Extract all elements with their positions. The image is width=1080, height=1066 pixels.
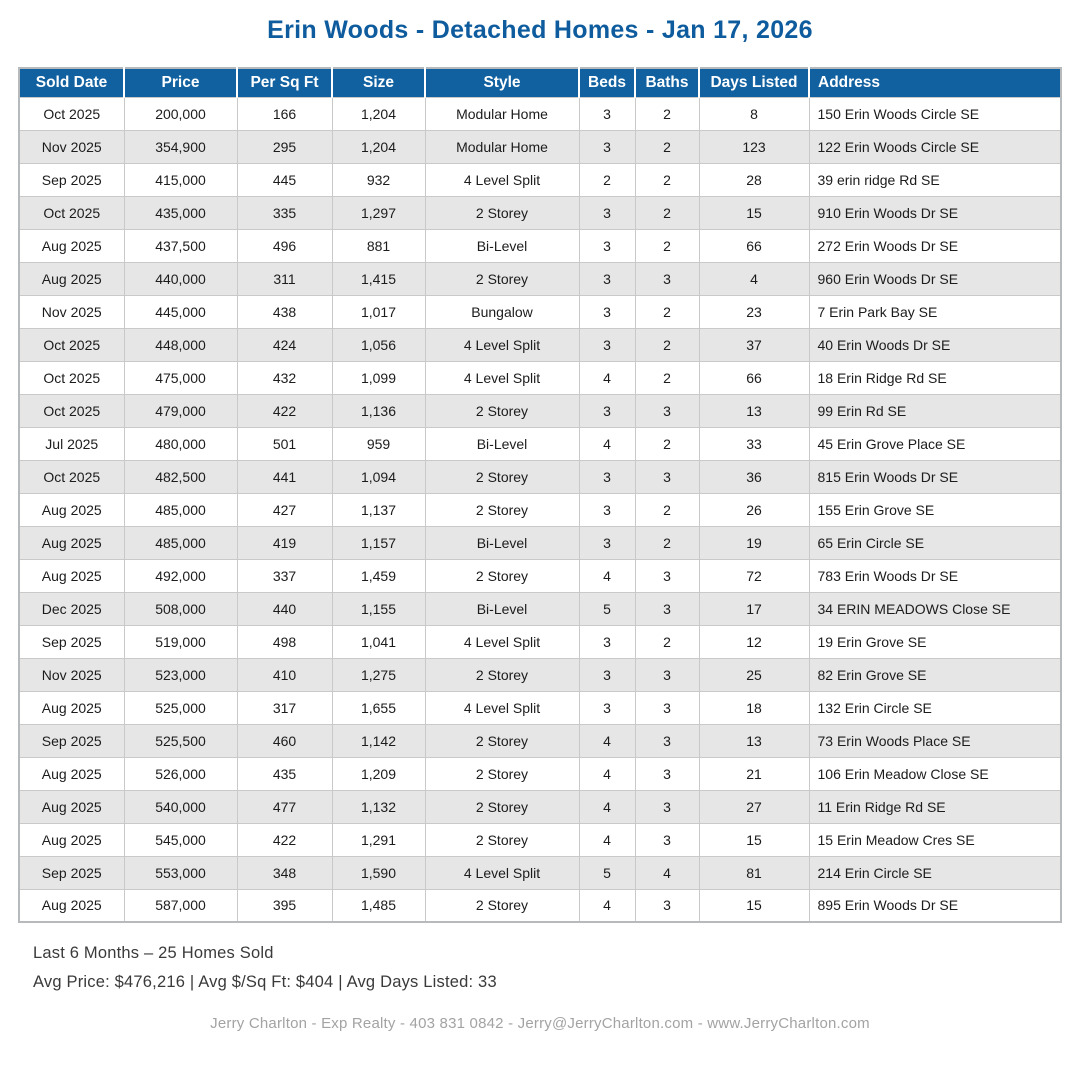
cell-baths: 3 <box>635 559 699 592</box>
cell-sold_date: Aug 2025 <box>19 691 124 724</box>
cell-per_sq_ft: 395 <box>237 889 332 922</box>
cell-address: 34 ERIN MEADOWS Close SE <box>809 592 1061 625</box>
cell-price: 525,500 <box>124 724 237 757</box>
table-row <box>19 790 1061 823</box>
cell-beds: 3 <box>579 460 635 493</box>
cell-address: 7 Erin Park Bay SE <box>809 295 1061 328</box>
table-row <box>19 229 1061 262</box>
table-row <box>19 823 1061 856</box>
cell-style: 2 Storey <box>425 460 579 493</box>
cell-address: 214 Erin Circle SE <box>809 856 1061 889</box>
cell-price: 415,000 <box>124 163 237 196</box>
cell-days_listed: 13 <box>699 394 809 427</box>
cell-sold_date: Aug 2025 <box>19 493 124 526</box>
cell-size: 1,297 <box>332 196 425 229</box>
cell-per_sq_ft: 438 <box>237 295 332 328</box>
cell-baths: 3 <box>635 790 699 823</box>
cell-price: 435,000 <box>124 196 237 229</box>
cell-sold_date: Aug 2025 <box>19 790 124 823</box>
cell-baths: 3 <box>635 724 699 757</box>
cell-per_sq_ft: 317 <box>237 691 332 724</box>
header-cell-beds: Beds <box>579 68 635 97</box>
cell-size: 959 <box>332 427 425 460</box>
cell-baths: 3 <box>635 394 699 427</box>
cell-days_listed: 17 <box>699 592 809 625</box>
cell-baths: 3 <box>635 691 699 724</box>
cell-address: 783 Erin Woods Dr SE <box>809 559 1061 592</box>
cell-baths: 2 <box>635 229 699 262</box>
cell-size: 1,485 <box>332 889 425 922</box>
cell-beds: 4 <box>579 757 635 790</box>
table-row <box>19 526 1061 559</box>
cell-beds: 5 <box>579 856 635 889</box>
cell-baths: 2 <box>635 361 699 394</box>
cell-days_listed: 23 <box>699 295 809 328</box>
cell-baths: 2 <box>635 526 699 559</box>
cell-address: 106 Erin Meadow Close SE <box>809 757 1061 790</box>
table-row <box>19 625 1061 658</box>
cell-address: 18 Erin Ridge Rd SE <box>809 361 1061 394</box>
cell-baths: 3 <box>635 262 699 295</box>
cell-size: 1,157 <box>332 526 425 559</box>
cell-sold_date: Aug 2025 <box>19 559 124 592</box>
cell-beds: 3 <box>579 262 635 295</box>
cell-sold_date: Jul 2025 <box>19 427 124 460</box>
cell-address: 272 Erin Woods Dr SE <box>809 229 1061 262</box>
table-row <box>19 361 1061 394</box>
cell-size: 1,056 <box>332 328 425 361</box>
cell-beds: 4 <box>579 361 635 394</box>
cell-days_listed: 15 <box>699 889 809 922</box>
cell-per_sq_ft: 432 <box>237 361 332 394</box>
cell-days_listed: 37 <box>699 328 809 361</box>
cell-days_listed: 36 <box>699 460 809 493</box>
cell-style: 2 Storey <box>425 559 579 592</box>
cell-per_sq_ft: 501 <box>237 427 332 460</box>
cell-address: 895 Erin Woods Dr SE <box>809 889 1061 922</box>
cell-per_sq_ft: 410 <box>237 658 332 691</box>
cell-beds: 4 <box>579 889 635 922</box>
cell-sold_date: Aug 2025 <box>19 889 124 922</box>
cell-per_sq_ft: 498 <box>237 625 332 658</box>
listings-table-container <box>18 67 1062 923</box>
cell-beds: 4 <box>579 790 635 823</box>
cell-beds: 4 <box>579 724 635 757</box>
cell-sold_date: Aug 2025 <box>19 823 124 856</box>
cell-per_sq_ft: 460 <box>237 724 332 757</box>
cell-baths: 2 <box>635 97 699 130</box>
cell-price: 437,500 <box>124 229 237 262</box>
table-row <box>19 889 1061 922</box>
cell-baths: 2 <box>635 130 699 163</box>
cell-sold_date: Sep 2025 <box>19 163 124 196</box>
cell-days_listed: 15 <box>699 823 809 856</box>
cell-price: 475,000 <box>124 361 237 394</box>
cell-beds: 3 <box>579 196 635 229</box>
cell-beds: 3 <box>579 658 635 691</box>
cell-baths: 2 <box>635 295 699 328</box>
cell-per_sq_ft: 419 <box>237 526 332 559</box>
cell-size: 932 <box>332 163 425 196</box>
cell-style: Bungalow <box>425 295 579 328</box>
table-row <box>19 592 1061 625</box>
cell-address: 132 Erin Circle SE <box>809 691 1061 724</box>
cell-address: 40 Erin Woods Dr SE <box>809 328 1061 361</box>
cell-address: 82 Erin Grove SE <box>809 658 1061 691</box>
cell-address: 45 Erin Grove Place SE <box>809 427 1061 460</box>
cell-per_sq_ft: 440 <box>237 592 332 625</box>
cell-days_listed: 19 <box>699 526 809 559</box>
cell-baths: 2 <box>635 427 699 460</box>
header-cell-address: Address <box>809 68 1061 97</box>
cell-style: 4 Level Split <box>425 856 579 889</box>
cell-baths: 2 <box>635 328 699 361</box>
cell-per_sq_ft: 477 <box>237 790 332 823</box>
cell-days_listed: 12 <box>699 625 809 658</box>
table-row <box>19 493 1061 526</box>
cell-style: 2 Storey <box>425 262 579 295</box>
cell-baths: 2 <box>635 493 699 526</box>
cell-address: 99 Erin Rd SE <box>809 394 1061 427</box>
table-row <box>19 559 1061 592</box>
cell-style: 4 Level Split <box>425 361 579 394</box>
cell-per_sq_ft: 295 <box>237 130 332 163</box>
cell-days_listed: 25 <box>699 658 809 691</box>
cell-size: 1,136 <box>332 394 425 427</box>
cell-beds: 3 <box>579 295 635 328</box>
cell-per_sq_ft: 435 <box>237 757 332 790</box>
cell-size: 881 <box>332 229 425 262</box>
cell-baths: 3 <box>635 889 699 922</box>
cell-price: 354,900 <box>124 130 237 163</box>
table-row <box>19 856 1061 889</box>
cell-address: 910 Erin Woods Dr SE <box>809 196 1061 229</box>
cell-size: 1,275 <box>332 658 425 691</box>
cell-size: 1,204 <box>332 97 425 130</box>
cell-per_sq_ft: 427 <box>237 493 332 526</box>
cell-price: 448,000 <box>124 328 237 361</box>
cell-days_listed: 15 <box>699 196 809 229</box>
cell-days_listed: 72 <box>699 559 809 592</box>
cell-baths: 3 <box>635 757 699 790</box>
cell-address: 73 Erin Woods Place SE <box>809 724 1061 757</box>
cell-per_sq_ft: 441 <box>237 460 332 493</box>
cell-size: 1,094 <box>332 460 425 493</box>
cell-price: 482,500 <box>124 460 237 493</box>
cell-days_listed: 27 <box>699 790 809 823</box>
cell-days_listed: 123 <box>699 130 809 163</box>
cell-address: 150 Erin Woods Circle SE <box>809 97 1061 130</box>
table-row <box>19 658 1061 691</box>
cell-beds: 3 <box>579 493 635 526</box>
cell-price: 485,000 <box>124 526 237 559</box>
cell-per_sq_ft: 424 <box>237 328 332 361</box>
cell-address: 39 erin ridge Rd SE <box>809 163 1061 196</box>
cell-days_listed: 13 <box>699 724 809 757</box>
cell-address: 155 Erin Grove SE <box>809 493 1061 526</box>
table-row <box>19 295 1061 328</box>
table-row <box>19 328 1061 361</box>
header-cell-price: Price <box>124 68 237 97</box>
cell-days_listed: 66 <box>699 361 809 394</box>
cell-price: 480,000 <box>124 427 237 460</box>
summary-sold-count: Last 6 Months – 25 Homes Sold <box>33 944 274 962</box>
page-title: Erin Woods - Detached Homes - Jan 17, 2026 <box>267 16 813 44</box>
cell-address: 11 Erin Ridge Rd SE <box>809 790 1061 823</box>
cell-per_sq_ft: 422 <box>237 394 332 427</box>
cell-sold_date: Oct 2025 <box>19 460 124 493</box>
cell-sold_date: Aug 2025 <box>19 526 124 559</box>
cell-style: 2 Storey <box>425 823 579 856</box>
table-row <box>19 724 1061 757</box>
cell-baths: 2 <box>635 625 699 658</box>
cell-sold_date: Oct 2025 <box>19 394 124 427</box>
cell-per_sq_ft: 337 <box>237 559 332 592</box>
cell-days_listed: 4 <box>699 262 809 295</box>
listings-table <box>18 67 1062 923</box>
table-head <box>19 68 1061 97</box>
cell-sold_date: Oct 2025 <box>19 328 124 361</box>
cell-address: 19 Erin Grove SE <box>809 625 1061 658</box>
cell-size: 1,132 <box>332 790 425 823</box>
cell-beds: 4 <box>579 427 635 460</box>
cell-beds: 3 <box>579 394 635 427</box>
cell-sold_date: Oct 2025 <box>19 196 124 229</box>
cell-size: 1,017 <box>332 295 425 328</box>
summary-block <box>33 939 1080 997</box>
table-row <box>19 262 1061 295</box>
cell-style: 4 Level Split <box>425 691 579 724</box>
cell-style: 2 Storey <box>425 658 579 691</box>
cell-beds: 3 <box>579 229 635 262</box>
table-row <box>19 97 1061 130</box>
cell-days_listed: 8 <box>699 97 809 130</box>
cell-size: 1,142 <box>332 724 425 757</box>
cell-per_sq_ft: 311 <box>237 262 332 295</box>
cell-price: 525,000 <box>124 691 237 724</box>
cell-days_listed: 18 <box>699 691 809 724</box>
cell-sold_date: Oct 2025 <box>19 361 124 394</box>
cell-days_listed: 21 <box>699 757 809 790</box>
cell-baths: 3 <box>635 658 699 691</box>
cell-per_sq_ft: 348 <box>237 856 332 889</box>
header-cell-days_listed: Days Listed <box>699 68 809 97</box>
footer-contact: Jerry Charlton - Exp Realty - 403 831 0842 - Jerry@JerryCharlton.com - www.JerryCharlton.com <box>210 1015 870 1032</box>
cell-sold_date: Aug 2025 <box>19 229 124 262</box>
cell-baths: 2 <box>635 163 699 196</box>
cell-per_sq_ft: 422 <box>237 823 332 856</box>
cell-size: 1,415 <box>332 262 425 295</box>
cell-address: 15 Erin Meadow Cres SE <box>809 823 1061 856</box>
cell-beds: 3 <box>579 328 635 361</box>
cell-price: 492,000 <box>124 559 237 592</box>
cell-beds: 5 <box>579 592 635 625</box>
cell-size: 1,204 <box>332 130 425 163</box>
cell-sold_date: Aug 2025 <box>19 262 124 295</box>
cell-price: 540,000 <box>124 790 237 823</box>
cell-days_listed: 33 <box>699 427 809 460</box>
cell-style: 4 Level Split <box>425 625 579 658</box>
cell-sold_date: Nov 2025 <box>19 295 124 328</box>
cell-price: 440,000 <box>124 262 237 295</box>
cell-address: 122 Erin Woods Circle SE <box>809 130 1061 163</box>
cell-size: 1,099 <box>332 361 425 394</box>
cell-sold_date: Nov 2025 <box>19 130 124 163</box>
table-row <box>19 757 1061 790</box>
cell-style: Bi-Level <box>425 229 579 262</box>
cell-price: 508,000 <box>124 592 237 625</box>
table-body <box>19 97 1061 922</box>
cell-per_sq_ft: 496 <box>237 229 332 262</box>
cell-size: 1,590 <box>332 856 425 889</box>
cell-beds: 4 <box>579 823 635 856</box>
header-cell-size: Size <box>332 68 425 97</box>
cell-style: 2 Storey <box>425 493 579 526</box>
table-row <box>19 130 1061 163</box>
cell-per_sq_ft: 335 <box>237 196 332 229</box>
cell-style: 2 Storey <box>425 757 579 790</box>
cell-price: 553,000 <box>124 856 237 889</box>
cell-style: 4 Level Split <box>425 328 579 361</box>
cell-days_listed: 81 <box>699 856 809 889</box>
cell-sold_date: Aug 2025 <box>19 757 124 790</box>
cell-sold_date: Nov 2025 <box>19 658 124 691</box>
table-row <box>19 394 1061 427</box>
cell-price: 479,000 <box>124 394 237 427</box>
cell-size: 1,155 <box>332 592 425 625</box>
summary-averages: Avg Price: $476,216 | Avg $/Sq Ft: $404 | Avg Days Listed: 33 <box>33 973 497 991</box>
cell-days_listed: 28 <box>699 163 809 196</box>
cell-size: 1,209 <box>332 757 425 790</box>
cell-size: 1,041 <box>332 625 425 658</box>
cell-style: 2 Storey <box>425 790 579 823</box>
cell-size: 1,459 <box>332 559 425 592</box>
table-row <box>19 163 1061 196</box>
cell-price: 200,000 <box>124 97 237 130</box>
cell-baths: 3 <box>635 592 699 625</box>
cell-beds: 2 <box>579 163 635 196</box>
cell-address: 65 Erin Circle SE <box>809 526 1061 559</box>
cell-style: Bi-Level <box>425 427 579 460</box>
table-row <box>19 427 1061 460</box>
header-cell-per_sq_ft: Per Sq Ft <box>237 68 332 97</box>
cell-price: 587,000 <box>124 889 237 922</box>
cell-per_sq_ft: 445 <box>237 163 332 196</box>
cell-size: 1,291 <box>332 823 425 856</box>
cell-address: 815 Erin Woods Dr SE <box>809 460 1061 493</box>
cell-baths: 2 <box>635 196 699 229</box>
cell-address: 960 Erin Woods Dr SE <box>809 262 1061 295</box>
cell-sold_date: Dec 2025 <box>19 592 124 625</box>
cell-style: 4 Level Split <box>425 163 579 196</box>
cell-style: 2 Storey <box>425 196 579 229</box>
cell-days_listed: 66 <box>699 229 809 262</box>
cell-beds: 3 <box>579 97 635 130</box>
cell-beds: 3 <box>579 130 635 163</box>
cell-price: 519,000 <box>124 625 237 658</box>
cell-size: 1,137 <box>332 493 425 526</box>
header-cell-sold_date: Sold Date <box>19 68 124 97</box>
cell-days_listed: 26 <box>699 493 809 526</box>
cell-price: 445,000 <box>124 295 237 328</box>
cell-beds: 3 <box>579 691 635 724</box>
cell-beds: 3 <box>579 625 635 658</box>
cell-style: Modular Home <box>425 97 579 130</box>
cell-style: 2 Storey <box>425 724 579 757</box>
cell-sold_date: Sep 2025 <box>19 625 124 658</box>
table-row <box>19 691 1061 724</box>
cell-sold_date: Oct 2025 <box>19 97 124 130</box>
cell-style: Bi-Level <box>425 592 579 625</box>
cell-price: 545,000 <box>124 823 237 856</box>
table-row <box>19 196 1061 229</box>
table-row <box>19 460 1061 493</box>
cell-price: 523,000 <box>124 658 237 691</box>
cell-price: 485,000 <box>124 493 237 526</box>
table-header-row <box>19 68 1061 97</box>
cell-beds: 3 <box>579 526 635 559</box>
cell-style: Modular Home <box>425 130 579 163</box>
cell-size: 1,655 <box>332 691 425 724</box>
cell-baths: 3 <box>635 460 699 493</box>
cell-baths: 4 <box>635 856 699 889</box>
header-cell-baths: Baths <box>635 68 699 97</box>
cell-style: Bi-Level <box>425 526 579 559</box>
cell-beds: 4 <box>579 559 635 592</box>
cell-style: 2 Storey <box>425 889 579 922</box>
cell-baths: 3 <box>635 823 699 856</box>
cell-sold_date: Sep 2025 <box>19 856 124 889</box>
cell-price: 526,000 <box>124 757 237 790</box>
cell-style: 2 Storey <box>425 394 579 427</box>
cell-sold_date: Sep 2025 <box>19 724 124 757</box>
cell-per_sq_ft: 166 <box>237 97 332 130</box>
header-cell-style: Style <box>425 68 579 97</box>
